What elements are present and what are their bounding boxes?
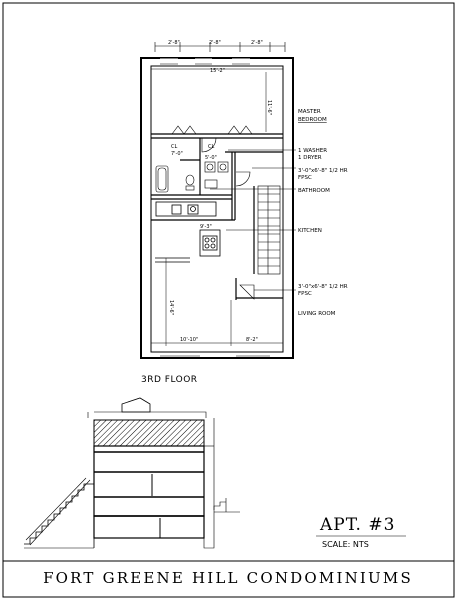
kitchen-counters bbox=[155, 202, 220, 262]
label-door-bottom-2: FPSC bbox=[298, 291, 312, 297]
dim-top-1: 2'-8" bbox=[168, 40, 180, 46]
label-master-1: MASTER bbox=[298, 109, 321, 115]
label-kitchen: KITCHEN bbox=[298, 228, 322, 234]
dim-top-2: 2'-8" bbox=[209, 40, 221, 46]
living-depth: 14'-6" bbox=[168, 300, 174, 316]
dim-overall-width: 15'-2" bbox=[210, 68, 226, 74]
small-closet-label: CL bbox=[208, 144, 215, 150]
label-master-2: BEDROOM bbox=[298, 117, 327, 123]
label-bathroom: BATHROOM bbox=[298, 188, 330, 194]
bath-dim: 5'-0" bbox=[205, 155, 217, 161]
kitchen-dim: 9'-3" bbox=[200, 224, 212, 230]
dim-bottom-2: 8'-2" bbox=[246, 337, 258, 343]
label-door-top-2: FPSC bbox=[298, 175, 312, 181]
bottom-windows bbox=[160, 352, 270, 356]
label-door-bottom-1: 3'-0"x6'-8" 1/2 HR bbox=[298, 284, 348, 290]
floor-plan bbox=[141, 40, 348, 358]
apt-label: APT. #3 bbox=[320, 515, 396, 535]
label-washer-1: 1 WASHER bbox=[298, 148, 328, 154]
label-door-top-1: 3'-0"x6'-8" 1/2 HR bbox=[298, 168, 348, 174]
bathroom-fixtures bbox=[156, 166, 217, 192]
dim-top-3: 2'-8" bbox=[251, 40, 263, 46]
label-living-room: LIVING ROOM bbox=[298, 311, 336, 317]
label-washer-2: 1 DRYER bbox=[298, 155, 322, 161]
floor-label: 3RD FLOOR bbox=[141, 375, 198, 385]
washer-dryer-symbols bbox=[205, 162, 228, 172]
dim-bottom-1: 10'-10" bbox=[180, 337, 199, 343]
dim-bedroom-depth: 11'-6" bbox=[266, 100, 272, 116]
closet-dim: 7'-0" bbox=[171, 151, 183, 157]
closet-label: CL bbox=[171, 144, 178, 150]
building-section bbox=[24, 398, 240, 548]
sheet-border bbox=[3, 3, 454, 597]
scale-label: SCALE: NTS bbox=[322, 540, 369, 549]
project-title: FORT GREENE HILL CONDOMINIUMS bbox=[43, 569, 413, 587]
entry-doors bbox=[236, 172, 283, 300]
